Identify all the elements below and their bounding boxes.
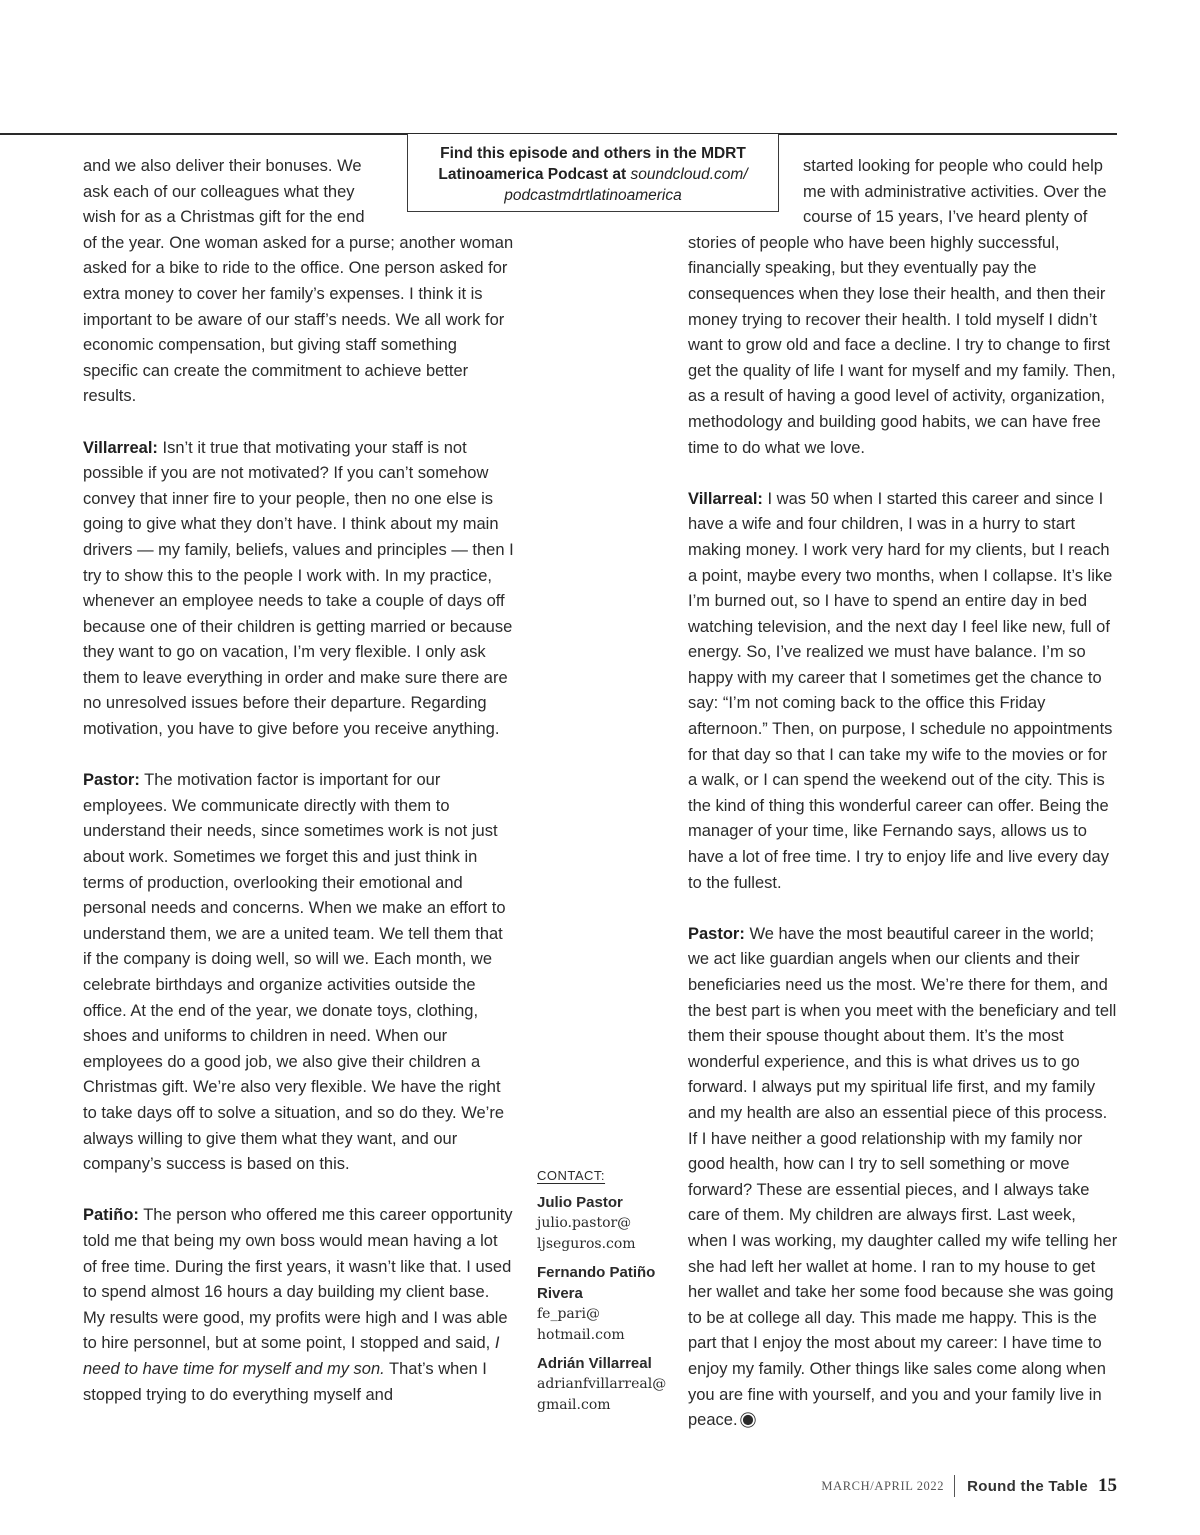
contact-heading: CONTACT: (537, 1168, 606, 1183)
speaker-label: Villarreal: (688, 489, 763, 508)
footer-divider (954, 1475, 955, 1497)
contact-name: Julio Pastor (537, 1194, 623, 1211)
page-number: 15 (1098, 1475, 1117, 1496)
speaker-label: Patiño: (83, 1206, 139, 1225)
contact-name: Fernando Patiño Rivera (537, 1264, 656, 1302)
article-column-left (83, 154, 515, 1434)
podcast-url[interactable]: soundcloud.com/ (630, 166, 748, 183)
speaker-label: Pastor: (688, 924, 745, 943)
paragraph-villarreal: Villarreal: I was 50 when I started this career and since I have a wife and four children, I was in a hurry to start making money. I work very hard for my clients, but I reach a point, maybe every two months, when I collapse. It’s like I’m burned out, so I have to spend an entire day in bed watching television, and the next day I feel like new, full of energy. So, I’ve realized we must have balance. I’m so happy with my career that I sometimes get the chance to say: “I’m not coming back to the office this Friday afternoon.” Then, on purpose, I schedule no appointments for that day so that I can take my wife to the movies or for a walk, or I can spend the weekend out of the city. This is the kind of thing this wonderful career can offer. Being the manager of your time, like Fernando says, allows us to have a lot of free time. I try to enjoy life and live every day to the fullest. (688, 489, 1113, 892)
speaker-label: Pastor: (83, 771, 140, 790)
contact-sidebar (537, 1168, 677, 1423)
contact-name: Adrián Villarreal (537, 1355, 652, 1372)
callout-line: Find this episode and others in the MDRT (440, 145, 746, 162)
end-mark-icon (742, 1415, 752, 1425)
speaker-label: Villarreal: (83, 438, 158, 457)
issue-date: MARCH/APRIL 2022 (821, 1478, 945, 1493)
callout-line: Latinoamerica Podcast at soundcloud.com/ (438, 166, 748, 183)
paragraph-pastor: Pastor: We have the most beautiful career in the world; we act like guardian angels when our clients and their beneficiaries need us the most. We’re there for them, and the best part is when you meet with the beneficiary and tell them their spouse thought about them. It’s the most wonderful experience, and this is what drives us to go forward. I always put my spiritual life first, and my family and my health are also an essential piece of this process. If I have neither a good relationship with my family nor good health, how can I try to sell something or move forward? These are essential pieces, and I always take care of them. My children are always first. Last week, when I was working, my daughter called my wife telling her she had left her wallet at home. I ran to my house to get her wallet and take her some food because she was going to be at college all day. This made me happy. This is the part that I enjoy the most about my career: I have time to enjoy my family. Other things like sales come along when you are fine with yourself, and you and your family live in peace. (688, 924, 1118, 1430)
callout-spacer (688, 154, 803, 230)
article-column-right (688, 154, 1118, 1459)
magazine-name: Round the Table (967, 1477, 1088, 1495)
contact-email[interactable]: adrianfvillarreal@ gmail.com (537, 1376, 667, 1413)
intro-paragraph: started looking for people who could help me with administrative activities. Over the course of 15 years, I’ve heard plenty of stories of people who have been highly successful, financially speaking, but they eventually pay the consequences when they lose their health, and then their money trying to recover their health. I told myself I didn’t want to grow old and face a decline. I try to change to first get the quality of life I want for myself and my family. Then, as a result of having a good level of activity, organization, methodology and building good habits, we can have free time to do what we love. (688, 154, 1118, 461)
italic-quote: I need to have time for myself and my son. (83, 1334, 500, 1378)
contact-email[interactable]: fe_pari@ hotmail.com (537, 1306, 625, 1343)
contact-person (537, 1192, 677, 1255)
page-footer (821, 1474, 1117, 1498)
contact-person (537, 1262, 677, 1346)
paragraph-pastor: Pastor: The motivation factor is important for our employees. We communicate directly with them to understand their needs, since sometimes work is not just about work. Sometimes we forget this and just think in terms of production, overlooking their emotional and personal needs and concerns. When we make an effort to understand them, we are a united team. We tell them that if the company is doing well, so will we. Each month, we celebrate birthdays and organize activities outside the office. At the end of the year, we donate toys, clothing, shoes and uniforms to children in need. When our employees do a good job, we also give their children a Christmas gift. We’re also very flexible. We have the right to take days off to solve a situation, and so do they. We’re always willing to give them what they want, and our company’s success is based on this. (83, 771, 506, 1174)
podcast-url[interactable]: podcastmdrtlatinoamerica (504, 187, 682, 204)
intro-paragraph: and we also deliver their bonuses. We ask each of our colleagues what they wish for as a Christmas gift for the end of the year. One woman asked for a purse; another woman asked for a bike to ride to the office. One person asked for extra money to cover her family’s expenses. I think it is important to be aware of our staff’s needs. We all work for economic compensation, but giving staff something specific can create the commitment to achieve better results. (83, 154, 515, 410)
contact-email[interactable]: julio.pastor@ ljseguros.com (537, 1215, 636, 1252)
paragraph-patino: Patiño: The person who offered me this career opportunity told me that being my own boss would mean having a lot of free time. During the first years, it wasn’t like that. I used to spend almost 16 hours a day building my client base. My results were good, my profits were high and I was able to hire personnel, but at some point, I stopped and said, I need to have time for myself and my son. That’s when I stopped trying to do everything myself and (83, 1206, 513, 1404)
contact-person (537, 1353, 677, 1416)
paragraph-villarreal: Villarreal: Isn’t it true that motivating your staff is not possible if you are not motivated? If you can’t somehow convey that inner fire to your people, then no one else is going to give what they don’t have. I think about my main drivers — my family, beliefs, values and principles — then I try to show this to the people I work with. In my practice, whenever an employee needs to take a couple of days off because one of their children is getting married or because they want to go on vacation, I’m very flexible. I only ask them to leave everything in order and make sure there are no unresolved issues before their departure. Regarding motivation, you have to give before you receive anything. (83, 438, 514, 739)
